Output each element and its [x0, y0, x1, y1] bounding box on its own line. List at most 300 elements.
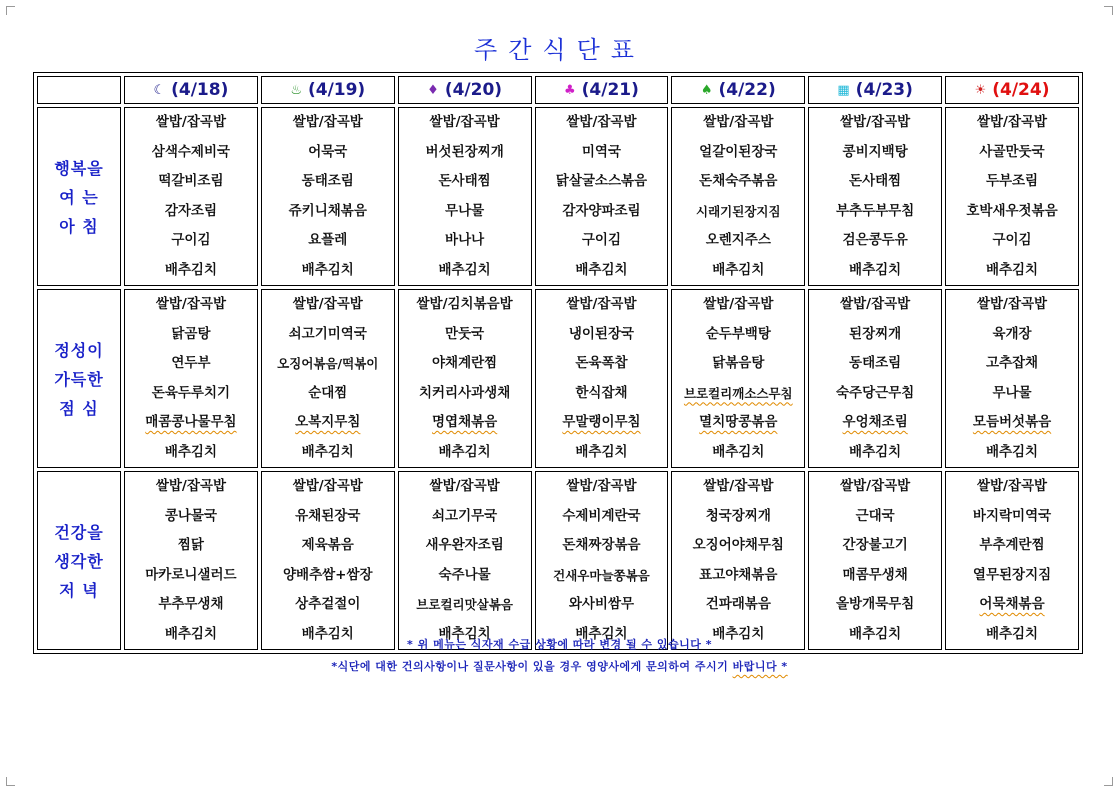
menu-item-text: 숙주나물 [438, 566, 491, 583]
menu-item [809, 167, 941, 197]
menu-item [125, 197, 257, 227]
menu-item [262, 438, 394, 468]
menu-list [262, 108, 394, 285]
menu-item [399, 108, 531, 138]
menu-item [399, 138, 531, 168]
menu-item [946, 472, 1078, 502]
menu-item-text: 만둣국 [445, 325, 485, 342]
corner-cell [37, 76, 121, 104]
menu-item-text: 치커리사과생채 [418, 384, 511, 401]
menu-item-text: 올방개묵무침 [836, 596, 915, 612]
menu-list [262, 290, 394, 467]
menu-item [125, 590, 257, 620]
menu-item-text: 야채계란찜 [432, 355, 498, 371]
menu-cell [535, 471, 669, 650]
menu-item [946, 438, 1078, 468]
menu-item-text: 열무된장지짐 [972, 566, 1052, 583]
menu-item-text: 오복지무침 [295, 414, 361, 430]
menu-cell [945, 107, 1079, 286]
menu-list [125, 290, 257, 467]
menu-item-text: 배추김치 [438, 261, 491, 278]
menu-item [809, 590, 941, 620]
menu-list [946, 290, 1078, 467]
day-header-4 [535, 76, 669, 104]
menu-item [809, 290, 941, 320]
water-icon: ♦ [427, 83, 439, 98]
menu-item-text: 요플레 [308, 232, 348, 248]
menu-cell [261, 471, 395, 650]
menu-item [946, 349, 1078, 379]
menu-item-text: 돈채숙주볶음 [699, 173, 778, 189]
menu-item [399, 379, 531, 409]
day-header-5 [671, 76, 805, 104]
weekly-menu-table [33, 72, 1083, 654]
menu-item [125, 256, 257, 286]
menu-item-text: 닭살굴소스볶음 [555, 173, 648, 189]
menu-item [399, 590, 531, 620]
meal-label-line: 건강을 [54, 523, 104, 542]
menu-item-text: 부추계란찜 [979, 537, 1045, 553]
menu-list [262, 472, 394, 649]
menu-item [809, 197, 941, 227]
menu-item [536, 438, 668, 468]
menu-item-text: 간장불고기 [842, 537, 908, 553]
menu-item-text: 돈사태찜 [438, 173, 491, 189]
menu-item-text: 쌀밥/잡곡밥 [155, 478, 226, 494]
menu-item-text: 매콤콩나물무침 [145, 414, 237, 430]
menu-item-text: 호박새우젓볶음 [966, 202, 1058, 219]
menu-item-text: 닭곰탕 [171, 325, 211, 342]
menu-cell [398, 107, 532, 286]
notice-change: * 위 메뉴는 식자재 수급 상황에 따라 변경 될 수 있습니다 * [407, 638, 712, 651]
menu-item-text: 바지락미역국 [972, 507, 1052, 524]
menu-list [125, 108, 257, 285]
menu-item [809, 108, 941, 138]
menu-item-text: 배추김치 [849, 625, 902, 642]
menu-list [809, 290, 941, 467]
menu-list [809, 108, 941, 285]
menu-item [672, 531, 804, 561]
menu-item [536, 379, 668, 409]
menu-item-text: 배추김치 [301, 261, 354, 278]
menu-item [262, 379, 394, 409]
menu-item-text: 동태조림 [849, 355, 902, 371]
menu-item [125, 408, 257, 438]
menu-item [809, 320, 941, 350]
menu-item [946, 197, 1078, 227]
menu-item [262, 502, 394, 532]
menu-item-text: 떡갈비조림 [158, 173, 224, 189]
menu-item [672, 590, 804, 620]
menu-list [672, 472, 804, 649]
menu-cell [808, 107, 942, 286]
menu-item [536, 472, 668, 502]
menu-item-text: 브로컬리맛살볶음 [416, 597, 513, 612]
menu-item [672, 408, 804, 438]
menu-item [536, 349, 668, 379]
menu-item [399, 502, 531, 532]
menu-item-text: 배추김치 [985, 261, 1039, 278]
menu-item-text: 배추김치 [712, 625, 765, 642]
day-header-2 [261, 76, 395, 104]
menu-item-text: 바나나 [445, 232, 485, 248]
sun-icon: ☀ [974, 83, 987, 98]
menu-list [536, 108, 668, 285]
menu-item [262, 320, 394, 350]
menu-item [809, 379, 941, 409]
menu-item [536, 108, 668, 138]
day-date: (4/24) [992, 80, 1050, 100]
menu-item-text: 쌀밥/잡곡밥 [840, 296, 911, 312]
menu-item-text: 쌀밥/잡곡밥 [292, 114, 363, 130]
menu-item-text: 순대찜 [308, 384, 348, 401]
menu-item [536, 290, 668, 320]
menu-item [125, 472, 257, 502]
menu-item [672, 108, 804, 138]
menu-item-text: 배추김치 [849, 443, 902, 460]
menu-item-text: 돈육두루치기 [151, 384, 231, 401]
menu-item [536, 502, 668, 532]
menu-item [809, 561, 941, 591]
menu-item-text: 와사비쌈무 [568, 596, 635, 612]
menu-item [672, 197, 804, 227]
menu-item [125, 502, 257, 532]
menu-item [399, 320, 531, 350]
menu-item-text: 건파래볶음 [705, 596, 771, 612]
menu-item-text: 우엉채조림 [842, 414, 908, 430]
menu-item-text: 배추김치 [164, 443, 217, 460]
menu-list [809, 472, 941, 649]
menu-item [399, 472, 531, 502]
menu-item [672, 379, 804, 409]
day-date: (4/18) [171, 80, 229, 100]
menu-cell [808, 471, 942, 650]
menu-item [946, 256, 1078, 286]
menu-item [672, 320, 804, 350]
menu-item-text: 쌀밥/잡곡밥 [840, 478, 911, 494]
menu-item-text: 배추김치 [712, 261, 765, 278]
menu-item-text: 배추김치 [985, 625, 1039, 642]
menu-item [262, 590, 394, 620]
menu-item-text: 배추김치 [849, 261, 902, 278]
menu-list [399, 290, 531, 467]
menu-item-text: 동태조림 [301, 173, 354, 189]
menu-list [672, 108, 804, 285]
menu-item [536, 197, 668, 227]
menu-item [809, 408, 941, 438]
menu-item-text: 쇠고기무국 [432, 507, 498, 524]
menu-item-text: 쌀밥/잡곡밥 [840, 114, 911, 130]
menu-item-text: 쌀밥/잡곡밥 [155, 114, 226, 130]
menu-item-text: 구이김 [992, 232, 1032, 248]
menu-item [946, 290, 1078, 320]
menu-item [672, 438, 804, 468]
page-corner-mark [6, 777, 15, 786]
menu-item-text: 배추김치 [438, 625, 491, 642]
menu-item-text: 쌀밥/잡곡밥 [703, 114, 774, 130]
menu-item [672, 290, 804, 320]
menu-item-text: 구이김 [171, 232, 211, 248]
menu-item-text: 수제비계란국 [562, 507, 641, 524]
menu-item [125, 531, 257, 561]
menu-list [946, 472, 1078, 649]
menu-item [536, 590, 668, 620]
menu-item [125, 167, 257, 197]
menu-item-text: 부추두부무침 [836, 202, 915, 219]
meal-label-line: 생각한 [54, 552, 104, 571]
day-date: (4/23) [855, 80, 913, 100]
menu-item [672, 226, 804, 256]
meal-row-3 [37, 471, 1079, 650]
menu-item [809, 349, 941, 379]
page-title: 주간식단표 [474, 36, 645, 64]
menu-item [125, 138, 257, 168]
menu-item-text: 매콤무생채 [842, 566, 908, 583]
menu-item-text: 어묵채볶음 [979, 596, 1045, 612]
menu-item-text: 냉이된장국 [568, 325, 635, 342]
menu-item-text: 미역국 [581, 143, 622, 160]
day-header-1 [124, 76, 258, 104]
menu-item-text: 쌀밥/잡곡밥 [566, 478, 637, 494]
meal-label-line: 여 는 [59, 188, 99, 207]
menu-item [399, 531, 531, 561]
menu-cell [124, 289, 258, 468]
menu-item-text: 감자양파조림 [562, 202, 641, 219]
menu-item-text: 무나물 [992, 384, 1032, 401]
day-date: (4/21) [581, 80, 639, 100]
menu-cell [671, 471, 805, 650]
menu-item-text: 배추김치 [985, 443, 1039, 460]
menu-item-text: 검은콩두유 [842, 232, 908, 248]
menu-item-text: 두부조림 [985, 173, 1039, 189]
menu-item-text: 돈사태찜 [849, 173, 902, 189]
meal-label-line: 가득한 [54, 370, 104, 389]
menu-item-text: 배추김치 [438, 443, 491, 460]
menu-item [672, 349, 804, 379]
menu-item-text: 한식잡채 [575, 384, 628, 401]
menu-item-text: 쌀밥/잡곡밥 [703, 478, 774, 494]
menu-item [262, 349, 394, 379]
menu-item [399, 438, 531, 468]
menu-item-text: 쌀밥/잡곡밥 [566, 114, 637, 130]
menu-item-text: 청국장찌개 [705, 507, 771, 524]
menu-item [536, 226, 668, 256]
menu-item-text: 쌀밥/잡곡밥 [429, 478, 500, 494]
meal-label-line: 행복을 [54, 159, 104, 178]
menu-item [672, 561, 804, 591]
menu-item-text: 사골만둣국 [979, 143, 1045, 160]
menu-item [536, 320, 668, 350]
menu-item [946, 138, 1078, 168]
menu-item [809, 438, 941, 468]
menu-item [809, 472, 941, 502]
menu-item-text: 육개장 [992, 325, 1032, 342]
menu-item [125, 108, 257, 138]
menu-item [262, 290, 394, 320]
menu-item [399, 408, 531, 438]
menu-item [946, 502, 1078, 532]
menu-item-text: 브로컬리깨소스무침 [683, 385, 793, 401]
menu-item-text: 명엽채볶음 [432, 414, 498, 430]
menu-item [125, 438, 257, 468]
menu-item-text: 감자조림 [164, 202, 217, 219]
menu-item [262, 408, 394, 438]
meal-row-2 [37, 289, 1079, 468]
menu-item [672, 256, 804, 286]
tree-icon: ♣ [564, 83, 576, 98]
menu-item-text: 건새우마늘쫑볶음 [553, 567, 650, 583]
menu-item-text: 부추무생채 [158, 596, 224, 612]
menu-cell [535, 289, 669, 468]
menu-item [262, 472, 394, 502]
menu-item-text: 연두부 [171, 355, 211, 371]
menu-item-text: 쌀밥/잡곡밥 [292, 296, 363, 312]
menu-item [672, 167, 804, 197]
menu-list [399, 472, 531, 649]
menu-item-text: 무말랭이무침 [562, 414, 641, 430]
menu-item [125, 379, 257, 409]
menu-item-text: 배추김치 [301, 443, 354, 460]
menu-item-text: 무나물 [445, 202, 485, 219]
menu-item [809, 256, 941, 286]
menu-item [946, 108, 1078, 138]
menu-item-text: 시래기된장지짐 [696, 203, 781, 219]
menu-item-text: 찜닭 [177, 537, 204, 553]
menu-cell [261, 289, 395, 468]
menu-item [809, 226, 941, 256]
meal-label [37, 107, 121, 286]
menu-item-text: 오징어볶음/떡볶이 [277, 356, 379, 371]
menu-item-text: 마카로니샐러드 [145, 566, 237, 583]
moon-icon: ☾ [153, 83, 166, 98]
menu-item-text: 유채된장국 [295, 507, 361, 524]
menu-item-text: 쌀밥/잡곡밥 [292, 478, 363, 494]
menu-item-text: 쌀밥/잡곡밥 [976, 296, 1048, 312]
menu-item-text: 배추김치 [301, 625, 354, 642]
meal-label-line: 아 침 [59, 217, 99, 236]
page-corner-mark [1104, 777, 1113, 786]
page-corner-mark [1104, 6, 1113, 15]
menu-item [262, 138, 394, 168]
menu-cell [261, 107, 395, 286]
menu-item [399, 349, 531, 379]
menu-item-text: 쥬키니채볶음 [288, 202, 367, 219]
menu-item [672, 138, 804, 168]
menu-item-text: 닭볶음탕 [712, 355, 765, 371]
menu-cell [535, 107, 669, 286]
menu-item-text: 배추김치 [575, 261, 628, 278]
menu-item-text: 삼색수제비국 [151, 143, 231, 160]
menu-item-text: 근대국 [855, 507, 895, 524]
menu-item-text: 새우완자조림 [425, 537, 504, 553]
menu-item [536, 167, 668, 197]
menu-item [672, 472, 804, 502]
meal-label-line: 점 심 [59, 399, 99, 418]
menu-cell [398, 289, 532, 468]
gold-icon: ♠ [700, 83, 713, 98]
menu-item [399, 167, 531, 197]
menu-item [946, 226, 1078, 256]
menu-item-text: 구이김 [581, 232, 622, 248]
menu-item [672, 502, 804, 532]
menu-item-text: 쇠고기미역국 [288, 325, 367, 342]
menu-item-text: 쌀밥/잡곡밥 [703, 296, 774, 312]
menu-item-text: 돈육폭찹 [575, 355, 628, 371]
menu-item [536, 531, 668, 561]
menu-item-text: 양배추쌈+쌈장 [282, 566, 373, 583]
menu-item-text: 제육볶음 [301, 537, 354, 553]
menu-item-text: 배추김치 [712, 443, 765, 460]
day-header-3 [398, 76, 532, 104]
menu-item-text: 배추김치 [164, 625, 217, 642]
menu-item [946, 379, 1078, 409]
menu-item-text: 된장찌개 [849, 325, 902, 342]
menu-item-text: 모듬버섯볶음 [972, 414, 1052, 430]
earth-icon: ▦ [837, 83, 850, 98]
menu-item-text: 콩비지백탕 [842, 143, 908, 160]
menu-item-text: 쌀밥/잡곡밥 [976, 478, 1048, 494]
day-date: (4/20) [444, 80, 503, 100]
menu-cell [124, 107, 258, 286]
menu-item [262, 226, 394, 256]
menu-cell [398, 471, 532, 650]
menu-item-text: 배추김치 [575, 625, 628, 642]
menu-list [672, 290, 804, 467]
fire-icon: ♨ [290, 83, 302, 98]
menu-item-text: 멸치땅콩볶음 [699, 414, 778, 430]
menu-item [399, 256, 531, 286]
meal-label [37, 471, 121, 650]
menu-list [946, 108, 1078, 285]
menu-cell [671, 289, 805, 468]
menu-list [536, 472, 668, 649]
menu-item-text: 쌀밥/김치볶음밥 [416, 296, 513, 312]
menu-cell [671, 107, 805, 286]
meal-row-1 [37, 107, 1079, 286]
menu-list [536, 290, 668, 467]
menu-item [399, 197, 531, 227]
meal-label-line: 저 녁 [59, 581, 99, 600]
day-date: (4/22) [718, 80, 776, 100]
menu-item-text: 쌀밥/잡곡밥 [429, 114, 500, 130]
menu-item [125, 226, 257, 256]
menu-item [262, 256, 394, 286]
menu-item [399, 290, 531, 320]
menu-item-text: 상추겉절이 [295, 596, 361, 612]
menu-item-text: 버섯된장찌개 [425, 143, 504, 160]
menu-item-text: 배추김치 [164, 261, 217, 278]
menu-list [125, 472, 257, 649]
menu-item [536, 138, 668, 168]
day-header-6 [808, 76, 942, 104]
notice-contact [0, 658, 1119, 674]
menu-item [125, 349, 257, 379]
menu-item-text: 쌀밥/잡곡밥 [976, 114, 1048, 130]
menu-item-text: 표고야채볶음 [699, 566, 778, 583]
menu-item [125, 290, 257, 320]
menu-item-text: 오징어야채무침 [692, 537, 784, 553]
menu-item [262, 197, 394, 227]
meal-label [37, 289, 121, 468]
menu-item-text: 배추김치 [575, 443, 628, 460]
menu-item-text: 쌀밥/잡곡밥 [155, 296, 226, 312]
menu-item [809, 138, 941, 168]
menu-item [809, 531, 941, 561]
menu-item-text: 순두부백탕 [705, 325, 771, 342]
menu-item [946, 167, 1078, 197]
menu-item-text: 고추잡채 [985, 355, 1039, 371]
menu-item-text: 콩나물국 [164, 507, 217, 524]
